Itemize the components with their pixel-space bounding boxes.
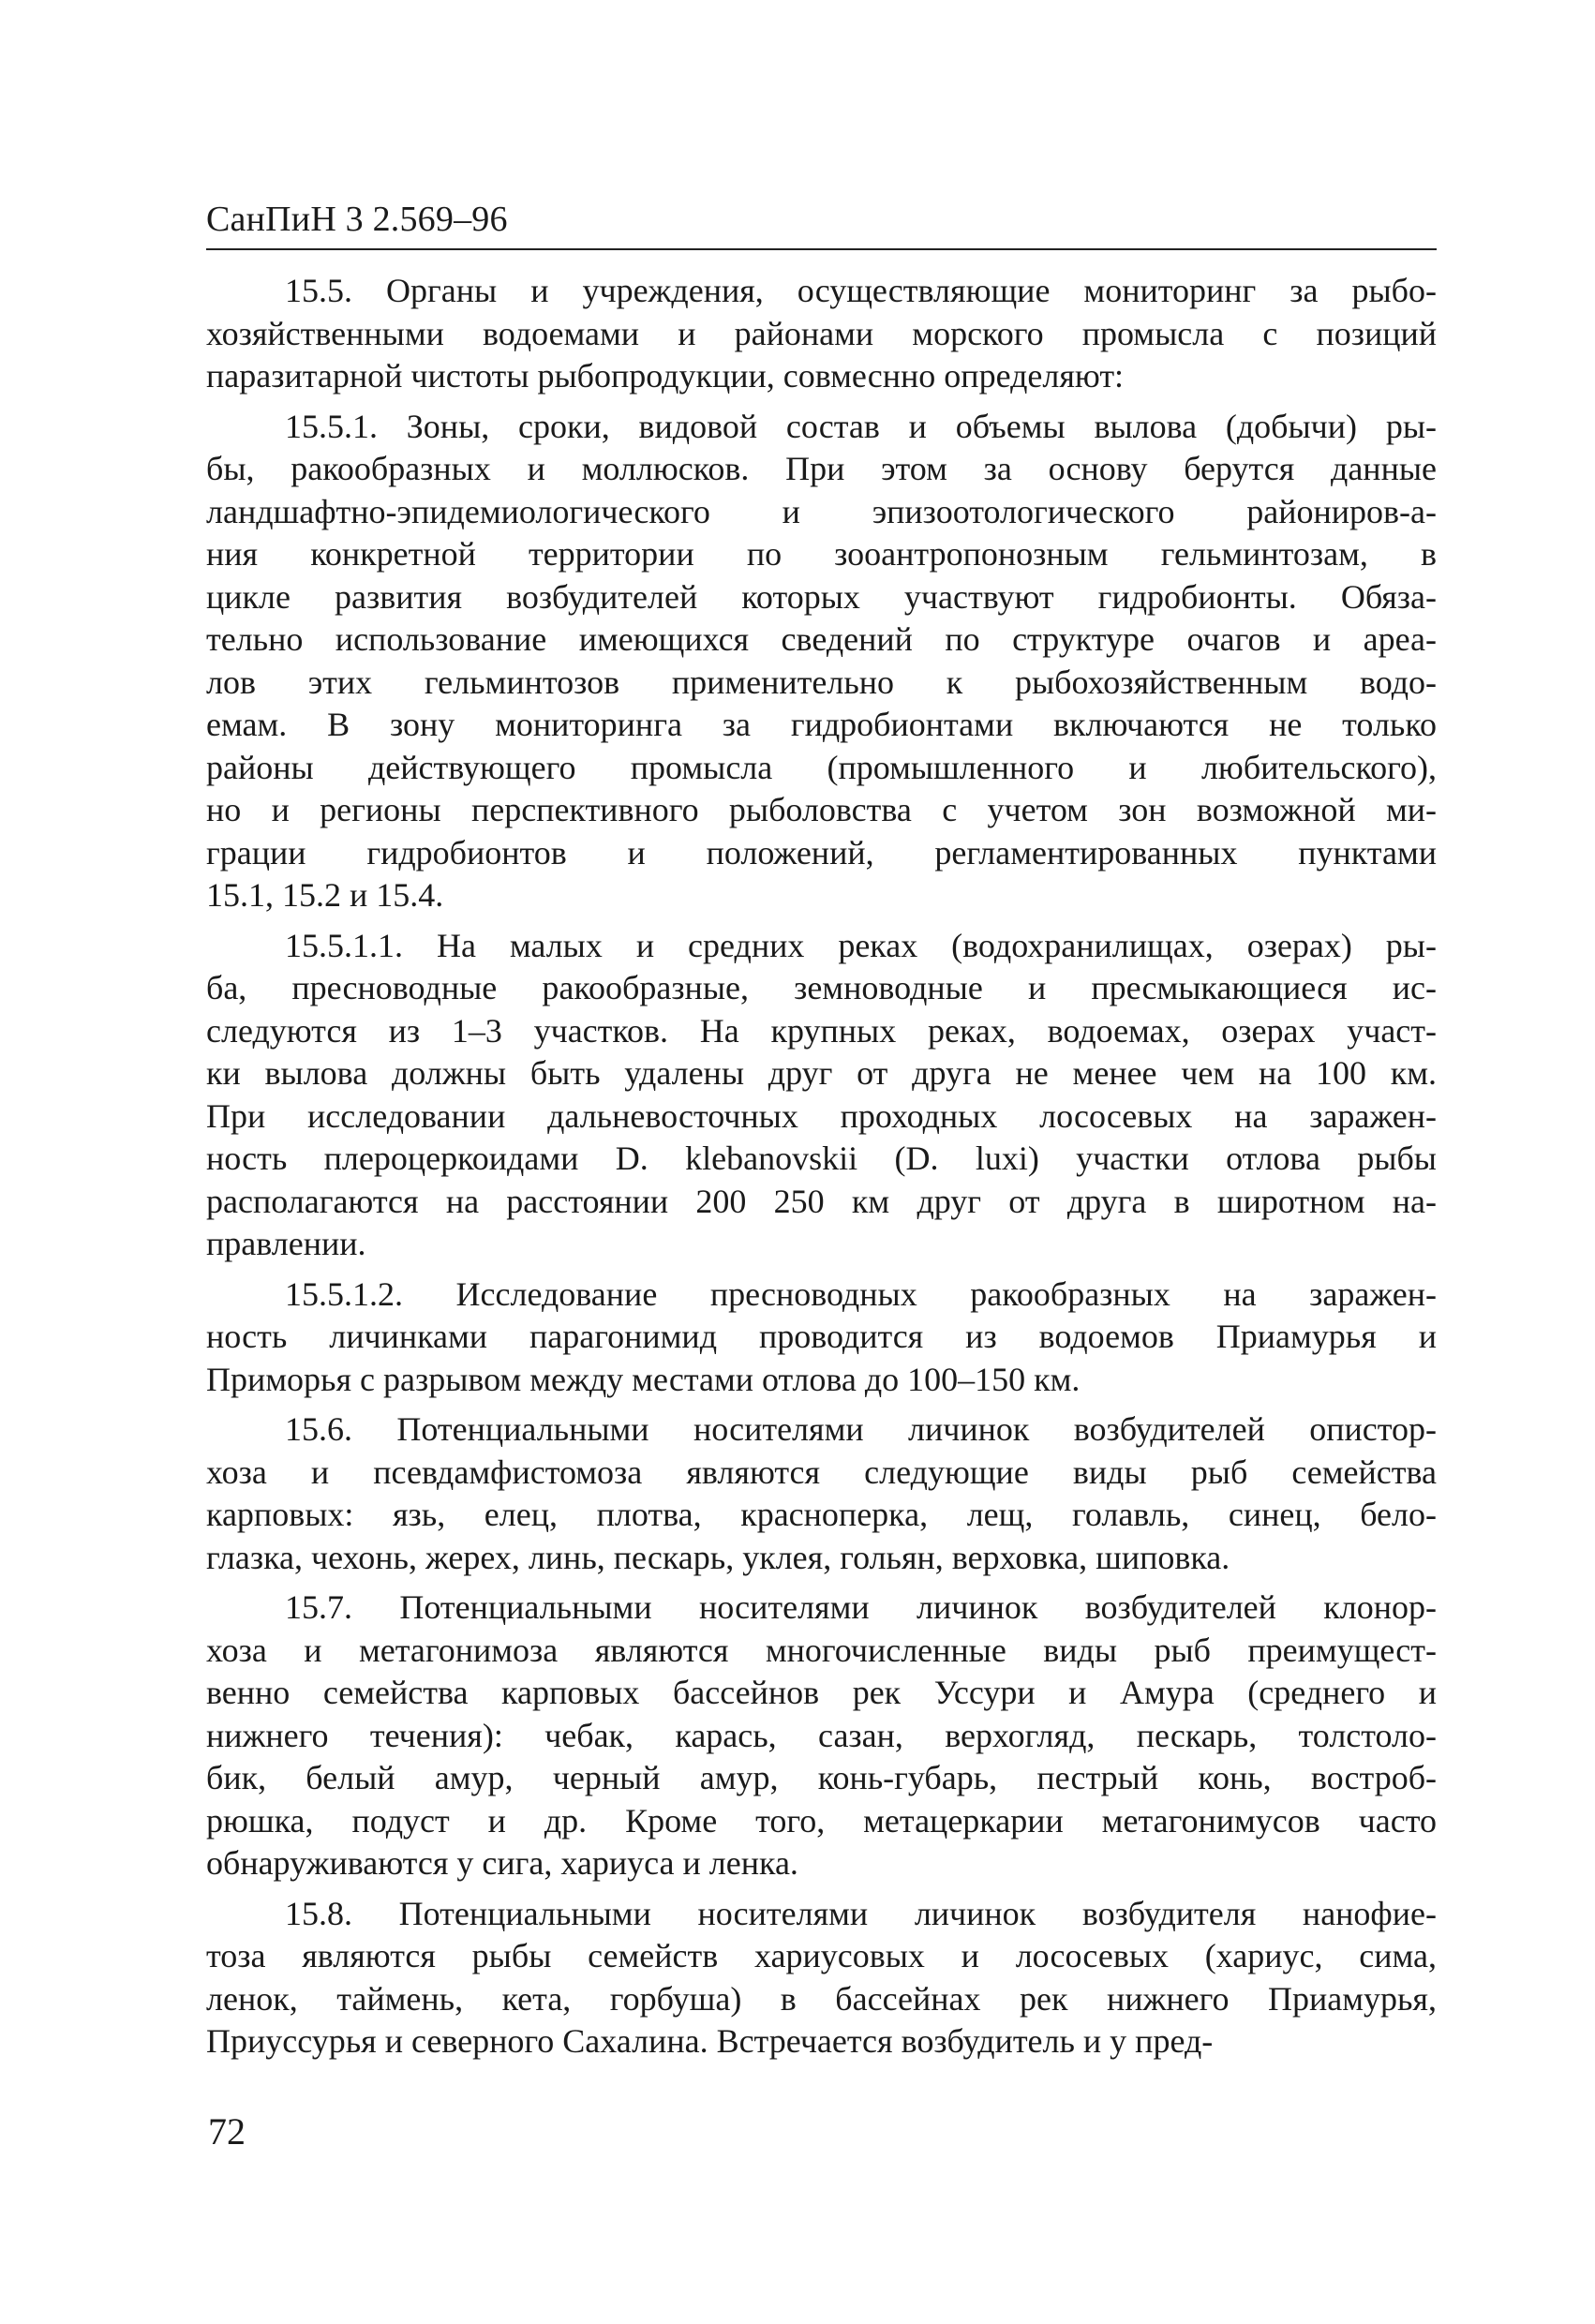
paragraph-15-7: [206, 1587, 1437, 1885]
text-line: хоза и псевдамфистомоза являются следующие виды рыб семейства: [206, 1452, 1437, 1491]
body-text: [206, 270, 1437, 2071]
text-line: грации гидробионтов и положений, регламентированных пунктами: [206, 833, 1437, 872]
text-line: 15.5.1. Зоны, сроки, видовой состав и объемы вылова (добычи) ры-: [285, 407, 1437, 445]
running-title: СанПиН 3 2.569–96: [206, 200, 508, 239]
text-line: следуются из 1–3 участков. На крупных реках, водоемах, озерах участ-: [206, 1011, 1437, 1050]
text-line: 15.1, 15.2 и 15.4.: [206, 876, 444, 914]
text-line: 15.7. Потенциальными носителями личинок возбудителей клонор-: [285, 1588, 1437, 1626]
text-line: глазка, чехонь, жерех, линь, пескарь, уклея, гольян, верховка, шиповка.: [206, 1538, 1230, 1576]
text-line: тельно использование имеющихся сведений по структуре очагов и ареа-: [206, 620, 1437, 658]
text-line: венно семейства карповых бассейнов рек Уссури и Амура (среднего и: [206, 1674, 1437, 1711]
text-line: лов этих гельминтозов применительно к рыбохозяйственным водо-: [206, 663, 1437, 701]
text-line: нижнего течения): чебак, карась, сазан, верхогляд, пескарь, толстоло-: [206, 1716, 1437, 1754]
text-line: районы действующего промысла (промышленного и любительского),: [206, 748, 1437, 786]
header-rule: [206, 248, 1437, 250]
text-line: При исследовании дальневосточных проходных лососевых на заражен-: [206, 1096, 1437, 1135]
text-line: 15.5.1.1. На малых и средних реках (водохранилищах, озерах) ры-: [285, 926, 1437, 964]
text-line: ки вылова должны быть удалены друг от друга не менее чем на 100 км.: [206, 1054, 1437, 1092]
text-line: емам. В зону мониторинга за гидробионтами включаются не только: [206, 706, 1437, 743]
text-line: Приморья с разрывом между местами отлова до 100–150 км.: [206, 1360, 1081, 1398]
paragraph-15-8: [206, 1893, 1437, 2063]
paragraph-15-5: [206, 270, 1437, 398]
text-line: карповых: язь, елец, плотва, красноперка, лещ, голавль, синец, бело-: [206, 1496, 1437, 1533]
text-line: обнаруживаются у сига, хариуса и ленка.: [206, 1844, 798, 1882]
paragraph-15-6: [206, 1408, 1437, 1579]
paragraph-15-5-1-2: [206, 1274, 1437, 1402]
page-number: 72: [208, 2110, 246, 2153]
text-line: 15.6. Потенциальными носителями личинок возбудителей опистор-: [285, 1410, 1437, 1448]
text-line: 15.5. Органы и учреждения, осуществляющие мониторинг за рыбо-: [285, 272, 1437, 309]
text-line: Приуссурья и северного Сахалина. Встречается возбудитель и у пред-: [206, 2022, 1214, 2060]
text-line: ность личинками парагонимид проводится из водоемов Приамурья и: [206, 1318, 1437, 1355]
text-line: правлении.: [206, 1225, 366, 1262]
text-line: ленок, таймень, кета, горбуша) в бассейнах рек нижнего Приамурья,: [206, 1979, 1437, 2018]
text-line: тоза являются рыбы семейств хариусовых и лососевых (хариус, сима,: [206, 1937, 1437, 1974]
text-line: ландшафтно-эпидемиологического и эпизоотологического райониров-а-: [206, 492, 1437, 530]
text-line: 15.8. Потенциальными носителями личинок возбудителя нанофие-: [285, 1894, 1437, 1932]
text-line: паразитарной чистоты рыбопродукции, совмеснно определяют:: [206, 357, 1125, 395]
paragraph-15-5-1-1: [206, 925, 1437, 1266]
text-line: 15.5.1.2. Исследование пресноводных ракообразных на заражен-: [285, 1274, 1437, 1313]
text-line: ния конкретной территории по зооантропонозным гельминтозам, в: [206, 535, 1437, 573]
paragraph-15-5-1: [206, 406, 1437, 917]
text-line: рюшка, подуст и др. Кроме того, метацеркарии метагонимусов часто: [206, 1801, 1437, 1840]
text-line: бик, белый амур, черный амур, конь-губарь, пестрый конь, востроб-: [206, 1759, 1437, 1796]
text-line: но и регионы перспективного рыболовства с учетом зон возможной ми-: [206, 791, 1437, 828]
text-line: располагаются на расстоянии 200 250 км друг от друга в широтном на-: [206, 1182, 1437, 1220]
text-line: бы, ракообразных и моллюсков. При этом за основу берутся данные: [206, 450, 1437, 487]
text-line: ность плероцеркоидами D. klebanovskii (D. luxi) участки отлова рыбы: [206, 1140, 1437, 1177]
text-line: ба, пресноводные ракообразные, земноводные и пресмыкающиеся ис-: [206, 969, 1437, 1006]
text-line: хозяйственными водоемами и районами морского промысла с позиций: [206, 314, 1437, 352]
text-line: хоза и метагонимоза являются многочисленные виды рыб преимущест-: [206, 1631, 1437, 1669]
text-line: цикле развития возбудителей которых участвуют гидробионты. Обяза-: [206, 577, 1437, 616]
